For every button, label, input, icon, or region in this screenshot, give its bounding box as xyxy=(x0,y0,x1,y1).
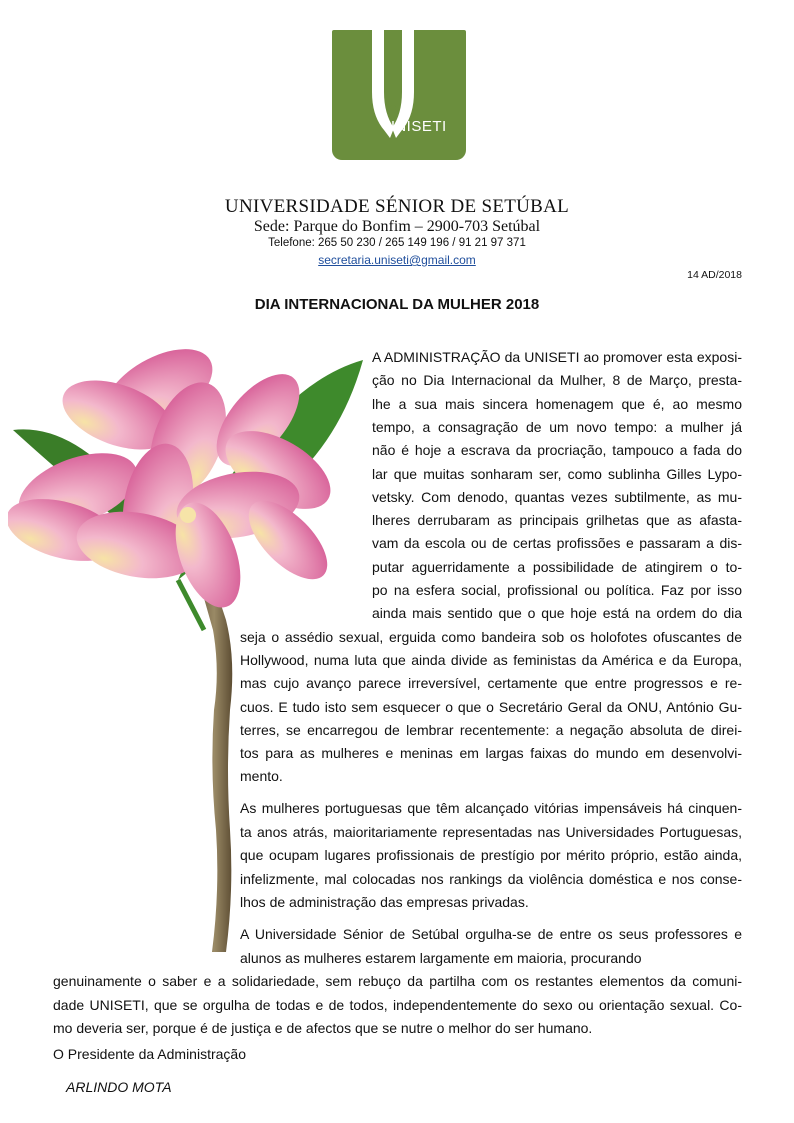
text-line: infelizmente, mal colocadas nos rankings da violência doméstica e nos conse- xyxy=(240,870,742,887)
text-line: po na esfera social, profissional ou política. Faz por isso xyxy=(372,582,742,598)
text-line: putar aguerridamente a possibilidade de atingirem o to- xyxy=(372,558,742,575)
text-line: lhe a sua mais sincera homenagem que é, ao mesmo xyxy=(372,395,742,412)
pen-nib-icon xyxy=(332,30,466,160)
signature-role: O Presidente da Administração xyxy=(53,1046,246,1062)
text-line: mento. xyxy=(240,768,283,785)
org-phone: Telefone: 265 50 230 / 265 149 196 / 91 21 97 371 xyxy=(268,237,526,249)
text-line: lheres derrubaram as principais grilhetas que as afasta- xyxy=(372,512,742,529)
text-line: lar que muitas sonharam ser, como sublinha Gilles Lypo- xyxy=(372,465,742,482)
text-line: ta anos atrás, maioritariamente representadas nas Universidades Portuguesas, xyxy=(240,823,742,840)
document-reference: 14 AD/2018 xyxy=(687,269,742,281)
text-line: ção no Dia Internacional da Mulher, 8 de Março, presta- xyxy=(372,372,742,389)
text-line: vam da escola ou de certas profissões e passaram a dis- xyxy=(372,535,742,552)
text-line: alunos as mulheres estarem largamente em maioria, procurando xyxy=(240,949,642,966)
org-name: UNIVERSIDADE SÉNIOR DE SETÚBAL xyxy=(224,196,570,217)
text-line: tos para as mulheres e meninas em largas faixas do mundo em desenvolvi- xyxy=(240,745,742,762)
uniseti-logo xyxy=(332,30,466,160)
text-line: lhos de administração das empresas privadas. xyxy=(240,894,529,910)
text-line: As mulheres portuguesas que têm alcançado vitórias impensáveis há cinquen- xyxy=(240,800,742,816)
org-address: Sede: Parque do Bonfim – 2900-703 Setúbal xyxy=(253,218,541,235)
page-title: DIA INTERNACIONAL DA MULHER 2018 xyxy=(254,296,540,313)
text-line: genuinamente o saber e a solidariedade, sem rebuço da partilha com os restantes elementos da comuni- xyxy=(53,973,742,989)
text-line: vetsky. Com denodo, quantas vezes subtilmente, as mu- xyxy=(372,488,742,505)
text-line: terres, se encarregou de lembrar recentemente: a negação absoluta de direi- xyxy=(240,721,742,738)
text-line: não é hoje a escrava da procriação, tampouco a fada do xyxy=(372,442,742,459)
text-line: tempo, a consagração de um novo tempo: a mulher já xyxy=(372,418,742,435)
text-line: dade UNISETI, que se orgulha de todas e de todos, independentemente do sexo ou orientação sexual. Co- xyxy=(53,996,742,1013)
text-line: Hollywood, numa luta que ainda divide as feministas da América e da Europa, xyxy=(240,651,742,668)
logo-text: UNISETI xyxy=(384,118,447,135)
signature-name: ARLINDO MOTA xyxy=(66,1079,172,1095)
text-line: A ADMINISTRAÇÃO da UNISETI ao promover esta exposi- xyxy=(372,349,742,365)
text-line: cuos. E tudo isto sem esquecer o que o Secretário Geral da ONU, António Gu- xyxy=(240,698,742,715)
text-line: mo deveria ser, porque é de justiça e de afectos que se nutre o melhor do ser humano. xyxy=(53,1020,593,1036)
text-line: ainda mais sentido que o que hoje está na ordem do dia xyxy=(372,605,742,622)
text-line: mas cujo avanço parece irreversível, certamente que entre progressos e re- xyxy=(240,675,742,692)
text-line: que ocupam lugares profissionais de prestígio por mérito próprio, estão ainda, xyxy=(240,847,742,863)
text-line: A Universidade Sénior de Setúbal orgulha-se de entre os seus professores e xyxy=(240,926,742,942)
org-email-link[interactable]: secretaria.uniseti@gmail.com xyxy=(318,253,476,267)
text-line: seja o assédio sexual, erguida como bandeira sob os holofotes ofuscantes de xyxy=(240,628,742,645)
